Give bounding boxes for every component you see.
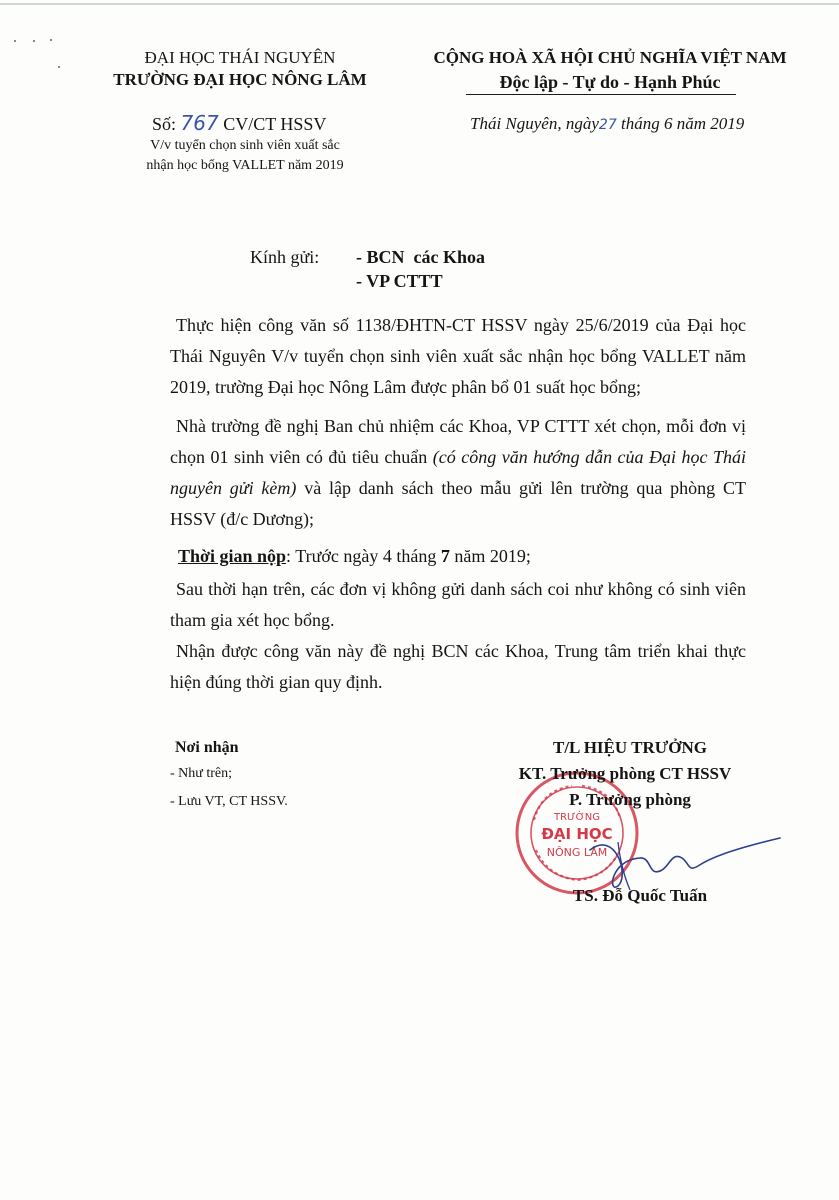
subject-line-2: nhận học bổng VALLET năm 2019 (146, 158, 344, 173)
signer-name: TS. Đỗ Quốc Tuấn (572, 886, 708, 905)
paragraph-2-italic: (có công văn hướng dẫn của Đại học Thái nguyên gửi kèm) (170, 447, 746, 498)
date-prefix: Thái Nguyên, ngày (470, 114, 599, 133)
stamp-line-1: TRƯỜNG (554, 812, 600, 823)
scan-speck (50, 39, 52, 41)
country-name: CỘNG HOÀ XÃ HỘI CHỦ NGHĨA VIỆT NAM (433, 48, 787, 67)
date-line (470, 113, 744, 136)
motto-underline (466, 94, 736, 95)
deadline-text-2: năm 2019; (449, 546, 531, 566)
handwritten-number: 767 (180, 111, 219, 135)
scan-speck (33, 40, 35, 42)
deadline-label: Thời gian nộp (178, 546, 287, 566)
subject-line (120, 136, 370, 176)
recipients-footer-item-2: - Lưu VT, CT HSSV. (170, 794, 288, 809)
deadline-paragraph (170, 541, 746, 572)
scan-edge-line (0, 3, 839, 5)
recipient-2: - VP CTTT (356, 271, 443, 291)
paragraph-4: Sau thời hạn trên, các đơn vị không gửi danh sách coi như không có sinh viên tham gia xét học bổng. (170, 579, 746, 630)
scan-speck (58, 66, 60, 68)
document-number (152, 111, 326, 136)
number-suffix: CV/CT HSSV (223, 114, 327, 134)
motto: Độc lập - Tự do - Hạnh Phúc (499, 72, 721, 92)
paragraph-2 (170, 411, 746, 535)
date-suffix: tháng 6 năm 2019 (620, 114, 745, 133)
deadline-month: 7 (440, 546, 450, 566)
recipients-label: Kính gửi: (250, 247, 320, 267)
stamp-line-3: NÔNG LÂM (546, 846, 608, 859)
recipients-footer-title: Nơi nhận (175, 739, 239, 756)
paragraph-1: Thực hiện công văn số 1138/ĐHTN-CT HSSV ngày 25/6/2019 của Đại học Thái Nguyên V/v tuyển chọn sinh viên xuất sắc nhận học bổng VALLET năm 2019, trường Đại học Nông Lâm được phân bổ 01 suất học bổng; (170, 315, 746, 397)
paragraph-2-start: Nhà trường đề nghị Ban chủ nhiệm các Khoa, VP CTTT xét chọn, mỗi đơn vị chọn 01 sinh viên có đủ tiêu chuẩn (170, 416, 746, 467)
university-name: ĐẠI HỌC THÁI NGUYÊN (144, 48, 336, 67)
stamp-line-2: ĐẠI HỌC (541, 825, 613, 843)
paragraph-5: Nhận được công văn này đề nghị BCN các Khoa, Trung tâm triển khai thực hiện đúng thời gian quy định. (170, 641, 746, 692)
deadline-text-1: Trước ngày 4 tháng (291, 546, 441, 566)
deadline-colon: : (286, 546, 292, 566)
handwritten-day: 27 (598, 117, 617, 133)
authority-line-2: KT. Trưởng phòng CT HSSV (518, 764, 732, 783)
scan-speck (14, 40, 16, 42)
paragraph-2-end: và lập danh sách theo mẫu gửi lên trường qua phòng CT HSSV (đ/c Dương); (170, 478, 746, 529)
authority-line-1: T/L HIỆU TRƯỞNG (553, 738, 707, 757)
number-label: Số: (152, 114, 177, 134)
recipient-1: - BCN các Khoa (356, 247, 485, 267)
authority-line-3: P. Trưởng phòng (569, 790, 691, 809)
recipients-footer-item-1: - Như trên; (170, 766, 233, 781)
subject-line-1: V/v tuyển chọn sinh viên xuất sắc (150, 138, 340, 153)
school-name: TRƯỜNG ĐẠI HỌC NÔNG LÂM (113, 70, 367, 89)
